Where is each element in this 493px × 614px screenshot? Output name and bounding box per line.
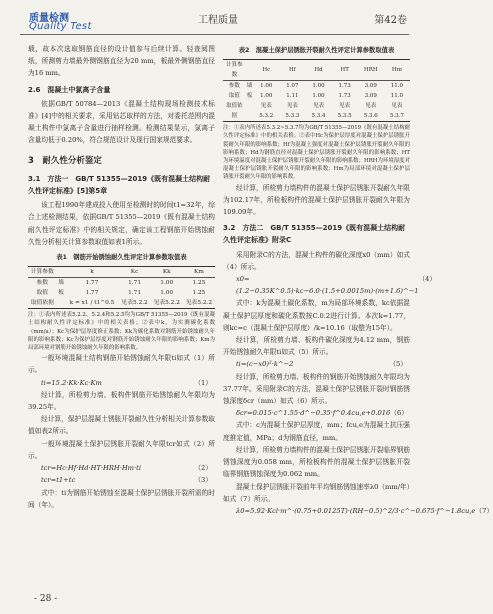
table-cell: 11.0 xyxy=(390,93,404,100)
table-cell: 见表5.2.2 xyxy=(121,300,148,307)
paragraph-eq3-explain: 式中：ti为钢筋开始锈蚀至混凝土保护层锈胀开裂所需的时间（年）。 xyxy=(28,488,215,509)
table-cell xyxy=(246,101,254,122)
table-cell: 取值 xyxy=(228,93,240,100)
table-cell: 1.00 xyxy=(160,290,174,297)
table-cell: 1.25 xyxy=(192,280,206,287)
equation-number: （7） xyxy=(475,506,493,515)
paragraph-eq7-intro: 混凝土保护层锈胀开裂前年平均钢筋锈蚀速率λ0（mm/年）如式（7）所示。 xyxy=(223,482,410,503)
table-cell: 1.71 xyxy=(128,290,142,297)
table-cell: 板 xyxy=(246,93,253,100)
equation-number: （2） xyxy=(194,464,212,473)
paragraph-method-one: 该工程1990年建成投入使用至检测时的时间t1=32年，综合上述检测结果，依据GB/T 51355—2019《既有混凝土结构耐久性评定标准》中的相关规定，确定该工程钢筋开始锈蚀耐久性分析相关计算参数取值如表1所示。 xyxy=(28,201,215,246)
page-header xyxy=(0,0,427,44)
table-cell: k = x1 / t1^0.5 xyxy=(69,300,115,307)
equation-7 xyxy=(223,505,493,517)
table-cell: 参数 xyxy=(228,83,240,90)
section-heading-3-2: 3.2 方法二 GB/T 51355—2019《既有混凝土结构耐久性评定标准》附录C xyxy=(223,224,406,245)
table-cell: 1.00 xyxy=(312,83,325,90)
equation-number: （5） xyxy=(389,360,407,369)
table-header-cell xyxy=(246,60,254,81)
left-column xyxy=(28,43,215,511)
table-header-cell: HT xyxy=(340,67,349,74)
right-column xyxy=(223,43,493,517)
table-cell: 1.25 xyxy=(192,290,206,297)
table-header-cell: HRH xyxy=(363,67,378,74)
paragraph-eq4-intro: 采用附录C的方法，混凝土构件的碳化深度x0（mm）如式（4）所示。 xyxy=(223,250,410,271)
table-2-note: 注：①表内所述表5.3.2~5.3.7均为GB/T 51355—2019《既有混凝土结构耐久性评定标准》中的相关表格；②表中Hc为保护层厚度对混凝土保护层锈胀开裂耐久年限的影响系数；Hf为混凝土强度对混凝土保护层锈胀开裂耐久年限的影响系数；Hd为钢筋直径对混凝土保护层锈胀开裂耐久年限的影响系数；HT为环境温度对混凝土保护层锈胀开裂耐久年限的影响系数；HRH为环境湿度对混凝土保护层锈胀开裂耐久年限的影响系数；Hm为局部环境对混凝土保护层锈胀开裂耐久年限的影响系数。 xyxy=(223,125,410,181)
volume-number: 第42卷 xyxy=(374,15,407,26)
table-header-cell: 计算参数 xyxy=(226,62,243,79)
paragraph-eq4-explain: 式中：k为混凝土碳化系数，m为局部环境系数，kc依据混凝土保护层厚度和碳化系数按C.0.2进行计算。本次k=1.77，则kc=c（混凝土保护层厚度）/k=10.16（取整为15年）。 xyxy=(223,299,410,332)
paragraph-eq6-intro: 经计算，所检剪力墙、板构件的钢筋开始锈蚀耐久年限均为37.77年。采用附录C的方法，混凝土保护层锈胀开裂时钢筋锈蚀深度δcr（mm）如式（6）所示。 xyxy=(223,372,410,406)
table-cell: 1.77 xyxy=(85,280,99,287)
table-cell: 1.11 xyxy=(286,93,299,100)
table-cell: 1.73 xyxy=(338,93,351,100)
table-header-cell: 计算参数 xyxy=(30,269,54,276)
page-number: - 28 - xyxy=(34,594,58,604)
table-row xyxy=(28,278,215,289)
table-header-cell: Hd xyxy=(314,67,323,74)
table-1 xyxy=(28,266,215,309)
table-header-cell: Km xyxy=(193,269,204,276)
table-cell: 1.07 xyxy=(286,83,299,90)
equation-number: （3） xyxy=(194,476,212,485)
table-header-cell: Kk xyxy=(162,269,171,276)
table-cell: 取值 xyxy=(36,290,49,297)
paragraph-chloride: 依据GB/T 50784—2013《混凝土结构现场检测技术标准》[4]中的相关要求，采用钻芯取样的方法，对委托范围内混凝土构件中氯离子含量进行抽样检测。检测结果显示，氯离子含量均低于0.20%，符合规范设计及现行国家规范要求。 xyxy=(28,99,215,145)
table-1-note: 注：①表内所述表5.2.2、5.2.4和5.2.5均为GB/T 51355—2019《既有混凝土结构耐久性评定标准》中的相关表格；②表中k，为实测碳化系数（mm/a）；Kc为保护层厚度修正系数；Kk为碳化系数对钢筋开始锈蚀耐久年限的影响系数；Kc为保护层厚度对钢筋开始锈蚀耐久年限的影响系数；Km为局部环境对钢筋开始锈蚀耐久年限的影响系数。 xyxy=(28,312,215,352)
table-2 xyxy=(223,59,410,122)
equation-text: x0=(1.2−0.35K^0.5)·kc−6.0·(1.5+0.0015m)·(m+1.6)^−1 xyxy=(236,275,419,296)
equation-text: tcr=Hc·Hf·Hd·HT·HRH·Hm·ti xyxy=(41,464,141,473)
table-cell: 见表5.3.7 xyxy=(389,103,404,120)
equation-4 xyxy=(223,273,437,297)
table-cell: 3.09 xyxy=(364,93,377,100)
equation-number: （1） xyxy=(194,378,212,387)
table-header-cell xyxy=(57,267,66,278)
section-heading-3: 3 耐久性分析鉴定 xyxy=(28,155,102,166)
table-cell: 墙 xyxy=(58,280,64,287)
table-cell: 参数 xyxy=(36,280,49,287)
table-row xyxy=(223,101,410,122)
equation-text: ti=15.2·Kk·Kc·Km xyxy=(41,378,102,387)
paragraph-table2-ref: 经计算，保护层混凝土锈胀开裂耐久性分析相关计算参数取值如表2所示。 xyxy=(28,415,215,436)
table-cell: 取值依据 xyxy=(30,300,54,307)
equation-text: λ0=5.92·Kcl·m^·(0.75+0.0125T)·(RH−0.5)^2/3·c^−0.675·f^−1.8cu,e xyxy=(236,506,476,515)
table-cell: 见表5.2.2 xyxy=(185,300,213,307)
table-row xyxy=(223,81,410,92)
table-cell: 1.00 xyxy=(312,93,325,100)
section-heading-3-1: 3.1 方法一 GB/T 51355—2019《既有混凝土结构耐久性评定标准》[5]第5章 xyxy=(28,174,211,196)
table-cell: 见表5.3.6 xyxy=(363,103,378,120)
table-cell: 1.00 xyxy=(260,93,273,100)
header-rule xyxy=(20,34,409,35)
table-header-cell: k xyxy=(90,269,94,276)
table-row xyxy=(28,298,215,309)
equation-2 xyxy=(28,462,215,474)
table-cell: 见表5.3.5 xyxy=(337,103,352,120)
table-header-cell: Hc xyxy=(262,67,271,74)
table-header-cell: Kc xyxy=(130,269,139,276)
equation-text: tcr=t1+tc xyxy=(41,476,76,485)
paragraph-intro: 载，故本次选取钢筋直径的设计值参与后续计算。轻查阅图纸，所测剪力墙最外侧钢筋直径为20 mm，板最外侧钢筋直径为16 mm。 xyxy=(28,45,215,78)
equation-number: （6） xyxy=(390,409,408,418)
journal-logo-cn: 质量检测 xyxy=(29,13,69,24)
paragraph-eq6-explain: 式中：c为混凝土保护层厚度，mm；fcu,e为混凝土抗压强度推定值，MPa；d为钢筋直径，mm。 xyxy=(223,421,410,442)
table-row xyxy=(223,91,410,101)
equation-number: （4） xyxy=(418,275,437,284)
paragraph-eq5-intro: 经计算，所检剪力墙、板构件碳化深度为4.12 mm，钢筋开始锈蚀耐久年限ti如式（5）所示。 xyxy=(223,336,410,357)
journal-logo-en: Quality Test xyxy=(29,21,92,32)
paragraph-result-3: 经计算，所检剪力墙构件的混凝土保护层锈胀开裂临界钢筋锈蚀深度为0.058 mm，所检板构件的混凝土保护层锈胀开裂临界钢筋锈蚀深度为0.062 mm。 xyxy=(223,445,410,479)
equation-6 xyxy=(223,407,410,419)
table-cell: 11.0 xyxy=(390,83,404,90)
equation-text: ti=(c−x0)²·k^−2 xyxy=(236,360,294,369)
table-header-cell: Hf xyxy=(288,67,296,74)
equation-text: δcr=0.015·c^1.55·d^−0.35·f^0.4cu,e+0.016 xyxy=(236,409,391,418)
table-cell xyxy=(57,298,66,309)
paragraph-eq1-intro: 一般环境混凝土结构钢筋开始锈蚀耐久年限ti如式（1）所示。 xyxy=(28,354,215,375)
table-1-caption: 表1 钢筋开始锈蚀耐久性评定计算参数取值表 xyxy=(56,254,187,262)
table-row xyxy=(28,288,215,298)
table-cell: 1.73 xyxy=(338,83,351,90)
table-cell: 见表5.3.3 xyxy=(285,103,300,120)
table-cell: 取值依据 xyxy=(226,103,243,120)
table-cell: 1.00 xyxy=(260,83,273,90)
section-heading-2-6: 2.6 混凝土中氯离子含量 xyxy=(28,85,111,94)
table-cell: 见表5.2.2 xyxy=(153,300,180,307)
table-2-caption: 表2 混凝土保护层锈胀开裂耐久性评定计算参数取值表 xyxy=(238,47,395,54)
equation-3 xyxy=(28,474,215,486)
table-cell: 1.71 xyxy=(128,280,142,287)
paragraph-result-2: 经计算，所检剪力墙构件的混凝土保护层锈胀开裂耐久年限为102.17年，所检板构件的混凝土保护层锈胀开裂耐久年限为109.09年。 xyxy=(223,183,410,217)
table-cell: 见表5.3.2 xyxy=(259,103,274,120)
journal-title: 工程质量 xyxy=(198,15,238,26)
paragraph-eq2-intro: 一般环境混凝土保护层锈胀开裂耐久年限tcr如式（2）所示。 xyxy=(28,439,215,460)
table-cell: 1.77 xyxy=(85,290,99,297)
equation-5 xyxy=(223,358,410,370)
table-cell: 板 xyxy=(58,290,64,297)
table-cell: 见表5.3.4 xyxy=(311,103,326,120)
table-cell: 3.09 xyxy=(364,83,377,90)
table-cell: 1.00 xyxy=(160,280,174,287)
equation-1 xyxy=(28,377,215,389)
table-cell: 墙 xyxy=(246,83,253,90)
paragraph-result-1: 经计算，所检剪力墙、板构件钢筋开始锈蚀耐久年限均为39.25年。 xyxy=(28,390,215,412)
table-header-cell: Hm xyxy=(391,67,402,74)
